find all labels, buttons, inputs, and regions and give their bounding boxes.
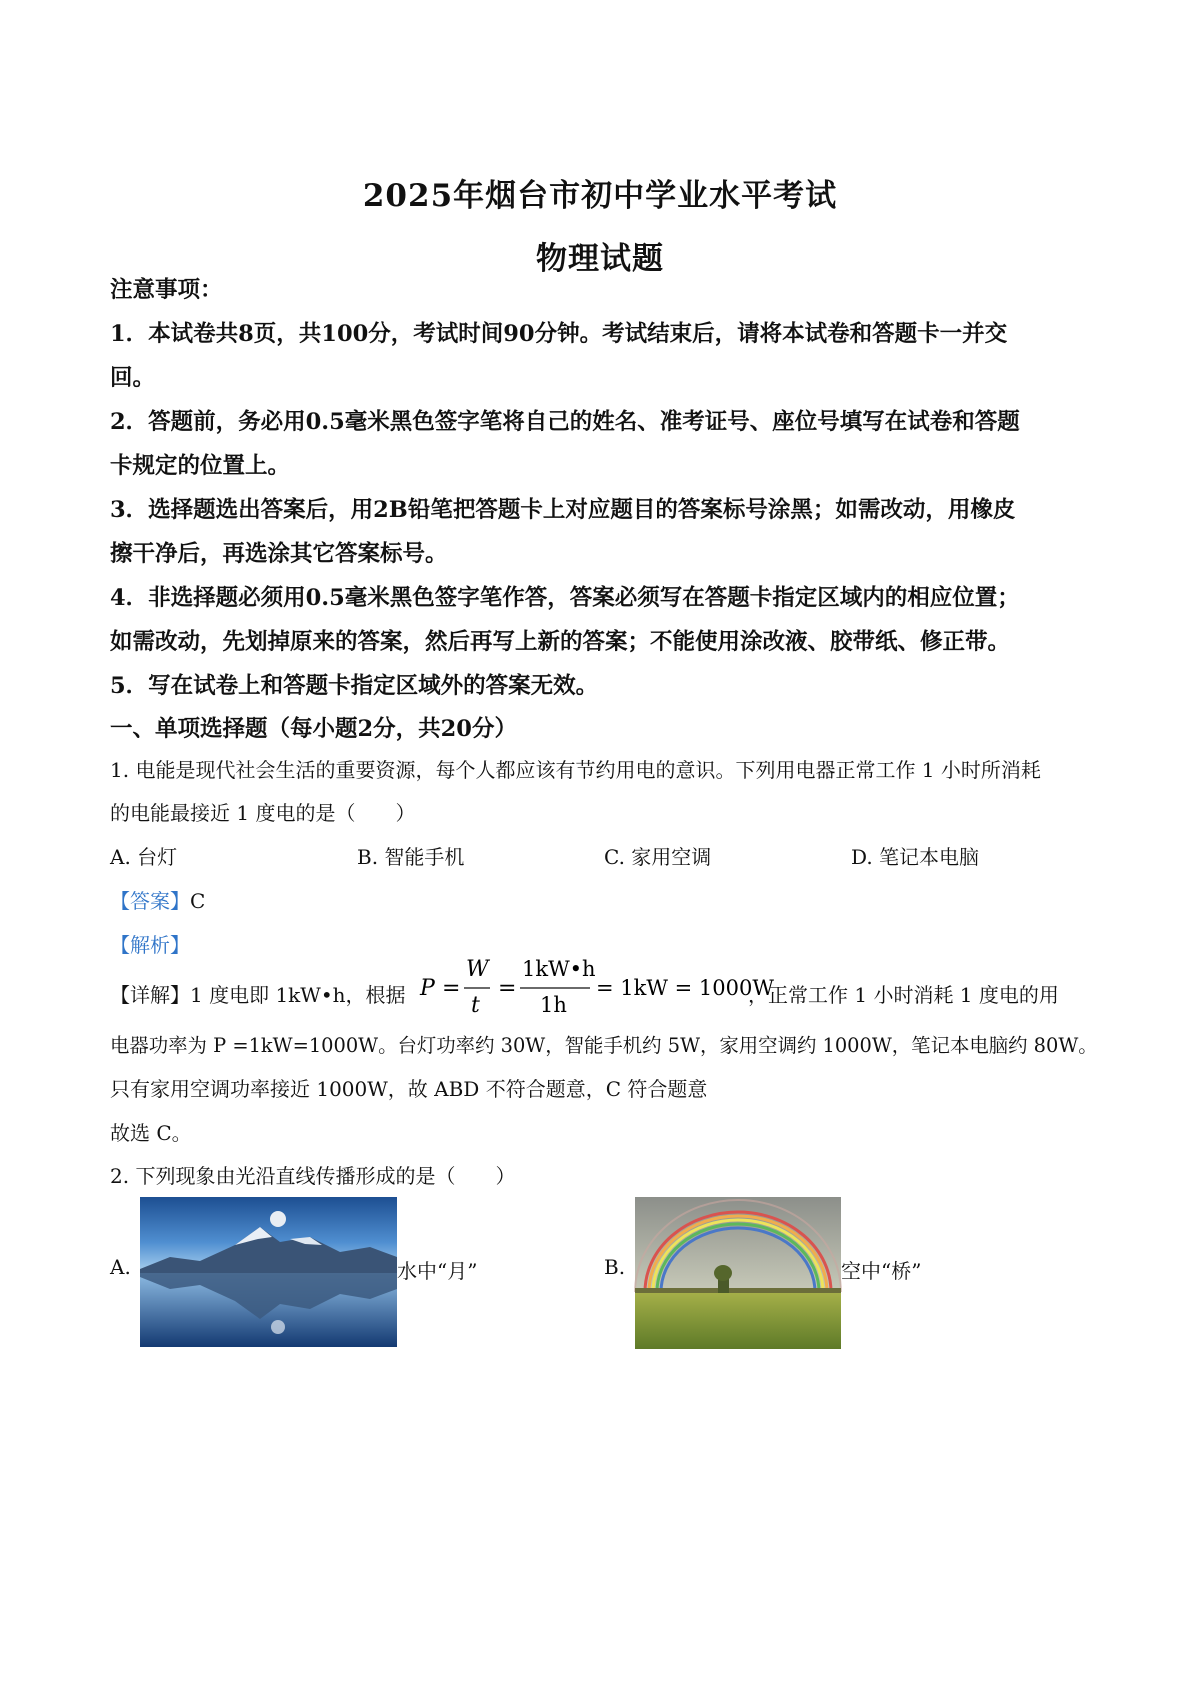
formula-den2: 1h xyxy=(540,993,567,1017)
q2-option-b-label: B. xyxy=(604,1255,626,1279)
q1-stem-line1: 1. 电能是现代社会生活的重要资源，每个人都应该有节约用电的意识。下列用电器正常工作 1 小时所消耗 xyxy=(110,758,1041,782)
q2-stem: 2. 下列现象由光沿直线传播形成的是（ ） xyxy=(110,1164,516,1188)
notes-line: 卡规定的位置上。 xyxy=(110,453,291,479)
notes-line: 5．写在试卷上和答题卡指定区域外的答案无效。 xyxy=(110,673,599,699)
answer-value: C xyxy=(190,889,206,913)
q1-option-a: A. 台灯 xyxy=(110,845,178,869)
moon-reflection-photo xyxy=(140,1197,397,1347)
notes-line: 回。 xyxy=(110,365,156,391)
exam-subtitle: 物理试题 xyxy=(536,241,664,277)
notes-line: 擦干净后，再选涂其它答案标号。 xyxy=(110,541,448,567)
power-formula xyxy=(418,950,774,1018)
q1-answer-line xyxy=(110,885,205,914)
rainbow-photo xyxy=(635,1197,841,1349)
answer-tag: 【答案】 xyxy=(110,889,190,913)
analysis-tag: 【解析】 xyxy=(110,933,190,957)
q2-option-a-label: A. xyxy=(110,1255,131,1279)
detail-line2: 电器功率为 P =1kW=1000W。台灯功率约 30W，智能手机约 5W，家用空调约 1000W，笔记本电脑约 80W。 xyxy=(110,1034,1098,1057)
notes-heading: 注意事项： xyxy=(110,277,223,303)
formula-lhs: P xyxy=(420,976,435,1001)
section-heading: 一、单项选择题（每小题2分，共20分） xyxy=(110,716,517,742)
q2-option-a-caption: 水中“月” xyxy=(397,1259,478,1283)
formula-rhs: = 1kW = 1000W xyxy=(596,976,774,1000)
q1-stem-line2: 的电能最接近 1 度电的是（ ） xyxy=(110,801,416,825)
formula-equals: = xyxy=(442,976,461,1001)
notes-line: 2．答题前，务必用0.5毫米黑色签字笔将自己的姓名、准考证号、座位号填写在试卷和答题 xyxy=(110,409,1020,435)
q1-conclusion: 故选 C。 xyxy=(110,1121,192,1145)
exam-title: 2025年烟台市初中学业水平考试 xyxy=(362,178,838,214)
notes-line: 1．本试卷共8页，共100分，考试时间90分钟。考试结束后，请将本试卷和答题卡一并交 xyxy=(110,321,1008,347)
q1-option-c: C. 家用空调 xyxy=(604,845,712,869)
q1-option-d: D. 笔记本电脑 xyxy=(851,845,980,869)
q1-option-b: B. 智能手机 xyxy=(357,845,465,869)
formula-equals: = xyxy=(498,976,517,1001)
notes-line: 如需改动，先划掉原来的答案，然后再写上新的答案；不能使用涂改液、胶带纸、修正带。 xyxy=(110,629,1011,655)
formula-num1: W xyxy=(466,957,489,982)
detail-line3: 只有家用空调功率接近 1000W，故 ABD 不符合题意，C 符合题意 xyxy=(110,1077,708,1101)
q2-option-b-caption: 空中“桥” xyxy=(841,1259,922,1283)
formula-den1: t xyxy=(471,993,480,1018)
detail-prefix: 【详解】1 度电即 1kW•h，根据 xyxy=(110,983,406,1007)
formula-num2: 1kW•h xyxy=(522,957,596,981)
notes-line: 4．非选择题必须用0.5毫米黑色签字笔作答，答案必须写在答题卡指定区域内的相应位置； xyxy=(110,585,1020,611)
notes-line: 3．选择题选出答案后，用2B铅笔把答题卡上对应题目的答案标号涂黑；如需改动，用橡皮 xyxy=(110,497,1016,523)
detail-suffix: ，正常工作 1 小时消耗 1 度电的用 xyxy=(748,983,1059,1007)
